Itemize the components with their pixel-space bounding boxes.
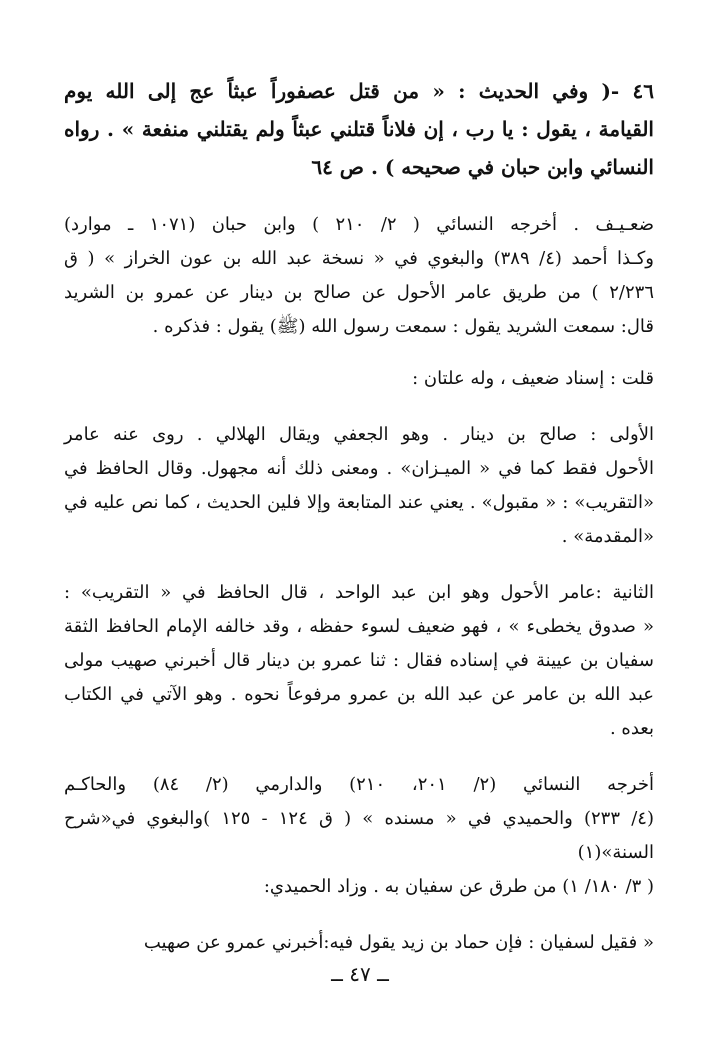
text-line: عبد الله بن عامر عن عبد الله بن عمرو مرفوعاً نحوه . وهو الآتي في الكتاب <box>64 684 654 705</box>
text-line: سفيان بن عيينة في إسناده فقال : ثنا عمرو بن دينار قال أخبرني صهيب مولى <box>64 650 654 671</box>
text-line: وكـذا أحمد (٤/ ٣٨٩) والبغوي في « نسخة عبد الله بن عون الخراز » ( ق <box>64 248 654 269</box>
text-line: ( ٣/ ١٨٠/ ١) من طرق عن سفيان به . وزاد الحميدي: <box>263 876 654 897</box>
page-number: ــ ٤٧ ــ <box>331 962 389 986</box>
qultu-paragraph <box>64 362 654 396</box>
text-line: الأحول فقط كما في « الميـزان» . ومعنى ذلك أنه مجهول. وقال الحافظ في <box>64 458 654 479</box>
text-line: « فقيل لسفيان : فإن حماد بن زيد يقول فيه:أخبرني عمرو عن صهيب <box>143 932 654 953</box>
text-line: قلت : إسناد ضعيف ، وله علتان : <box>412 368 654 389</box>
text-line: الثانية :عامر الأحول وهو ابن عبد الواحد ، قال الحافظ في « التقريب» : <box>64 582 654 603</box>
text-line: بعده . <box>609 718 654 739</box>
text-line: «التقريب» : « مقبول» . يعني عند المتابعة وإلا فلين الحديث ، كما نص عليه في <box>64 492 654 513</box>
text-line: «المقدمة» . <box>561 526 654 547</box>
text-line: النسائي وابن حبان في صحيحه ) . ص ٦٤ <box>311 155 654 179</box>
first-defect-paragraph <box>64 418 654 554</box>
text-line: القيامة ، يقول : يا رب ، إن فلاناً قتلني عبثاً ولم يقتلني منفعة » . رواه <box>64 117 654 141</box>
page-body <box>64 64 654 1044</box>
text-line: (٤/ ٢٣٣) والحميدي في « مسنده » ( ق ١٢٤ - ١٢٥ )والبغوي في«شرح السنة»(١) <box>64 808 654 863</box>
takhrij-paragraph <box>64 208 654 344</box>
text-line: قال: سمعت الشريد يقول : سمعت رسول الله (ﷺ) يقول : فذكره . <box>152 316 654 337</box>
second-defect-paragraph <box>64 576 654 746</box>
hadith-paragraph <box>64 72 654 186</box>
quote-paragraph <box>64 926 654 960</box>
text-line: ٢/٢٣٦ ) من طريق عامر الأحول عن صالح بن دينار عن عمرو بن الشريد <box>64 282 654 303</box>
text-line: أخرجه النسائي (٢/ ٢٠١، ٢١٠) والدارمي (٢/ ٨٤) والحاكـم <box>64 774 654 795</box>
text-line: ٤٦ -( وفي الحديث : « من قتل عصفوراً عبثاً عج إلى الله يوم <box>64 79 654 103</box>
text-line: الأولى : صالح بن دينار . وهو الجعفي ويقال الهلالي . روى عنه عامر <box>64 424 654 445</box>
text-line: ضعـيـف . أخرجه النسائي ( ٢/ ٢١٠ ) وابن حبان (١٠٧١ ـ موارد) <box>64 214 654 235</box>
text-line: « صدوق يخطىء » ، فهو ضعيف لسوء حفظه ، وقد خالفه الإمام الحافظ الثقة <box>64 616 654 637</box>
takhrij-second-paragraph <box>64 768 654 904</box>
